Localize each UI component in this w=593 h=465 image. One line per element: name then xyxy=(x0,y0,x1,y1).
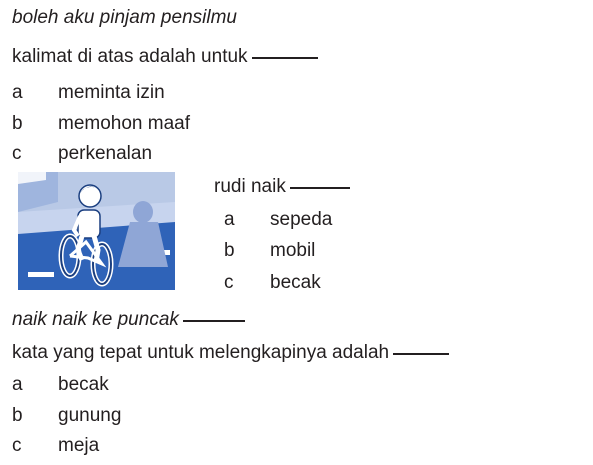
option-letter: b xyxy=(12,405,23,426)
boy-riding-bicycle-illustration xyxy=(18,172,175,290)
option-letter: b xyxy=(224,240,235,261)
q1-question: kalimat di atas adalah untuk xyxy=(12,46,318,68)
option-letter: c xyxy=(12,143,22,164)
option-text: meja xyxy=(58,435,100,456)
q3-prompt: naik naik ke puncak xyxy=(12,309,245,331)
option-letter: a xyxy=(12,374,23,395)
option-text: becak xyxy=(270,272,321,293)
answer-blank xyxy=(252,57,318,59)
option-text: becak xyxy=(58,374,109,395)
option-letter: c xyxy=(224,272,234,293)
q2-question: rudi naik xyxy=(214,176,350,198)
option-text: meminta izin xyxy=(58,82,165,103)
q3-question: kata yang tepat untuk melengkapinya adalah xyxy=(12,342,449,364)
option-text: memohon maaf xyxy=(58,113,191,134)
option-text: gunung xyxy=(58,405,122,426)
option-text: mobil xyxy=(270,240,316,261)
option-text: sepeda xyxy=(270,209,333,230)
answer-blank xyxy=(290,187,350,189)
answer-blank xyxy=(393,353,449,355)
q1-prompt: boleh aku pinjam pensilmu xyxy=(12,7,237,28)
option-letter: c xyxy=(12,435,22,456)
option-letter: a xyxy=(12,82,23,103)
option-letter: a xyxy=(224,209,235,230)
option-letter: b xyxy=(12,113,23,134)
option-text: perkenalan xyxy=(58,143,153,164)
answer-blank xyxy=(183,320,245,322)
